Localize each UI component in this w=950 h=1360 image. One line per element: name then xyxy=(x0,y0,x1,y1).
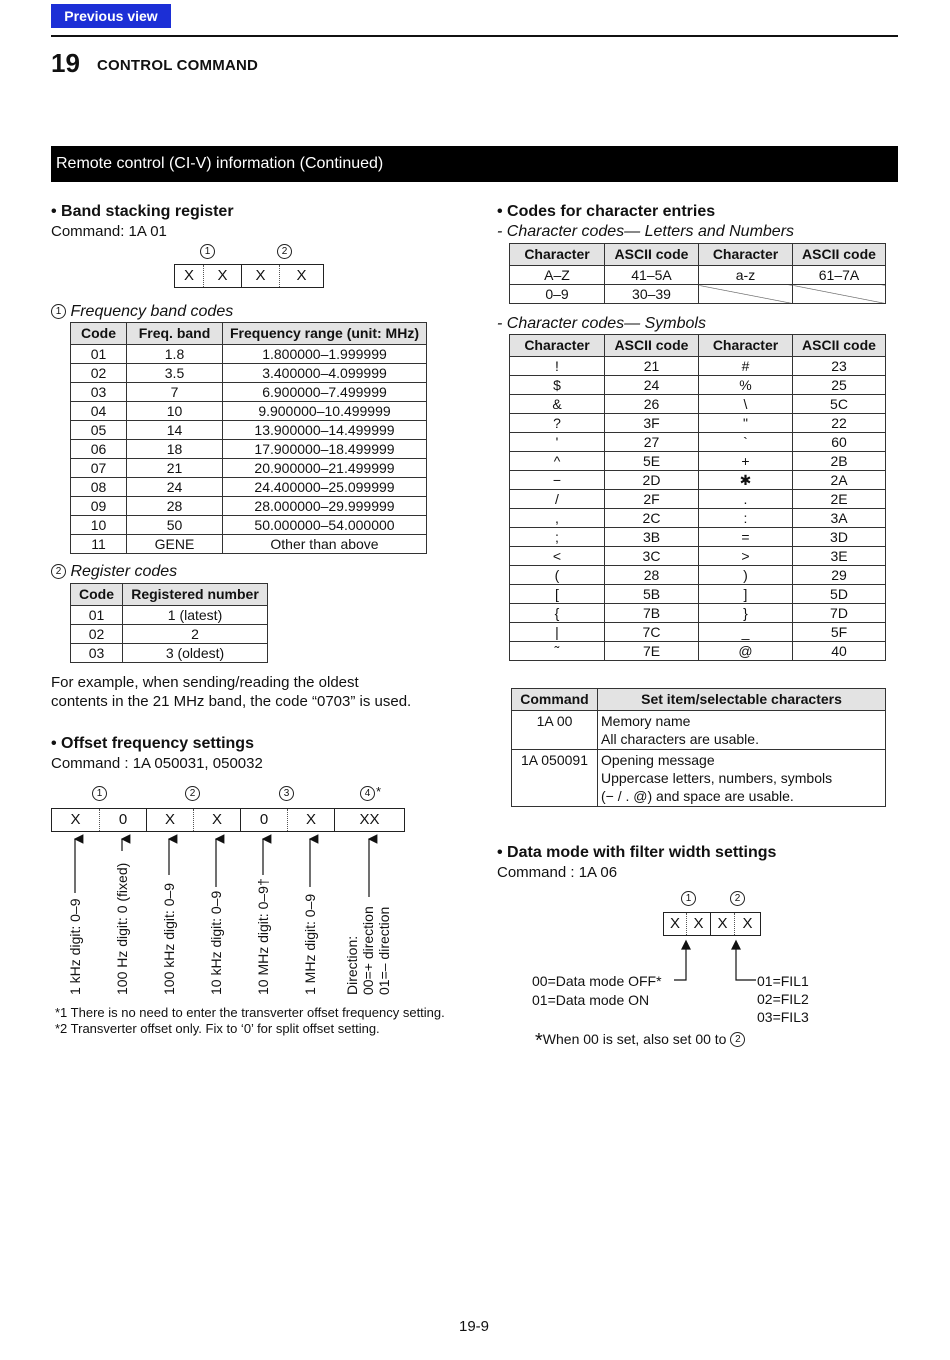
table-row xyxy=(510,376,886,395)
table-cell: 06 xyxy=(71,440,127,459)
format-cell: X xyxy=(669,915,680,932)
cell-line: All characters are usable. xyxy=(601,731,759,747)
table-cell: Other than above xyxy=(223,535,427,554)
table-cell: 10 xyxy=(127,402,223,421)
table-row xyxy=(510,357,886,376)
table-row xyxy=(71,625,268,644)
table-row xyxy=(510,452,886,471)
table-cell: 2 xyxy=(123,625,268,644)
chapter-number: 19 xyxy=(51,48,80,78)
table-cell: 17.900000–18.499999 xyxy=(223,440,427,459)
table-header: Freq. band xyxy=(127,323,223,345)
label-1khz: 1 kHz digit: 0–9 xyxy=(67,898,83,995)
circle-mark-2: 2 xyxy=(730,1032,745,1047)
table-cell: ! xyxy=(510,357,605,376)
table-row xyxy=(510,509,886,528)
data-mode-title: • Data mode with filter width settings xyxy=(497,844,777,861)
table-cell: 08 xyxy=(71,478,127,497)
label-100khz: 100 kHz digit: 0–9 xyxy=(161,882,177,995)
data-mode-off-label: 00=Data mode OFF* xyxy=(532,973,662,989)
table-cell: 05 xyxy=(71,421,127,440)
table-cell: # xyxy=(699,357,793,376)
table-cell: 40 xyxy=(793,642,886,661)
cell-line: Uppercase letters, numbers, symbols xyxy=(601,770,833,786)
table-cell: 60 xyxy=(793,433,886,452)
table-cell: 5C xyxy=(793,395,886,414)
freq-band-table xyxy=(70,322,427,554)
circle-mark-2: 2 xyxy=(185,786,200,801)
table-cell: 7B xyxy=(605,604,699,623)
table-cell: 24 xyxy=(127,478,223,497)
table-cell: 24 xyxy=(605,376,699,395)
section-banner: Remote control (CI-V) information (Continued) xyxy=(51,146,898,182)
data-mode-note xyxy=(535,1030,745,1053)
table-header: Character xyxy=(510,244,605,266)
note-asterisk: * xyxy=(535,1030,543,1052)
table-cell: 3D xyxy=(793,528,886,547)
table-cell: 5D xyxy=(793,585,886,604)
table-cell: \ xyxy=(699,395,793,414)
data-mode-format-box xyxy=(663,912,761,936)
table-cell: 30–39 xyxy=(605,285,699,304)
register-codes-label: Register codes xyxy=(70,563,178,580)
table-cell: ? xyxy=(510,414,605,433)
data-mode-command: Command : 1A 06 xyxy=(497,864,618,881)
table-cell: 13.900000–14.499999 xyxy=(223,421,427,440)
command-set-table xyxy=(511,688,886,807)
table-row xyxy=(510,566,886,585)
table-header: Set item/selectable characters xyxy=(598,689,886,711)
table-row xyxy=(510,433,886,452)
table-cell: 26 xyxy=(605,395,699,414)
table-cell: 23 xyxy=(793,357,886,376)
table-row xyxy=(71,383,427,402)
table-header: Character xyxy=(699,244,793,266)
table-header: Code xyxy=(71,584,123,606)
table-cell: 6.900000–7.499999 xyxy=(223,383,427,402)
chapter-title: CONTROL COMMAND xyxy=(97,57,259,74)
table-cell: 5F xyxy=(793,623,886,642)
circle-mark-1: 1 xyxy=(681,891,696,906)
table-cell: 2A xyxy=(793,471,886,490)
table-row xyxy=(510,623,886,642)
table-row xyxy=(71,459,427,478)
table-cell: 01 xyxy=(71,345,127,364)
table-cell: 1.800000–1.999999 xyxy=(223,345,427,364)
label-10khz: 10 kHz digit: 0–9 xyxy=(208,890,224,995)
filter-option: 01=FIL1 xyxy=(757,973,809,989)
circle-mark-1: 1 xyxy=(200,244,215,259)
label-10mhz: 10 MHz digit: 0–9† xyxy=(255,878,271,995)
table-cell: 28.000000–29.999999 xyxy=(223,497,427,516)
table-cell: a-z xyxy=(699,266,793,285)
offset-title: • Offset frequency settings xyxy=(51,735,254,752)
table-cell: 5B xyxy=(605,585,699,604)
table-cell: + xyxy=(699,452,793,471)
table-cell: @ xyxy=(699,642,793,661)
format-cell: 0 xyxy=(240,809,287,831)
table-cell: 3A xyxy=(793,509,886,528)
table-header: Code xyxy=(71,323,127,345)
table-row xyxy=(512,711,886,750)
table-row xyxy=(71,345,427,364)
table-cell: } xyxy=(699,604,793,623)
format-cell: X xyxy=(203,265,241,287)
table-header: Command xyxy=(512,689,598,711)
table-cell xyxy=(699,285,793,304)
table-row xyxy=(71,402,427,421)
table-cell: 2C xyxy=(605,509,699,528)
table-cell: ( xyxy=(510,566,605,585)
table-cell: ` xyxy=(699,433,793,452)
table-cell: 3.5 xyxy=(127,364,223,383)
table-header: Frequency range (unit: MHz) xyxy=(223,323,427,345)
table-cell: ˜ xyxy=(510,642,605,661)
table-cell: 50 xyxy=(127,516,223,535)
table-cell: 27 xyxy=(605,433,699,452)
label-direction: Direction: 00=+ direction 01=– direction xyxy=(344,906,392,995)
table-cell: 02 xyxy=(71,625,123,644)
table-cell: 1 (latest) xyxy=(123,606,268,625)
table-cell: 28 xyxy=(605,566,699,585)
table-cell: 3 (oldest) xyxy=(123,644,268,663)
circle-mark-2: 2 xyxy=(730,891,745,906)
table-cell: 9.900000–10.499999 xyxy=(223,402,427,421)
table-cell: % xyxy=(699,376,793,395)
table-cell: 7 xyxy=(127,383,223,402)
table-cell: 2E xyxy=(793,490,886,509)
table-cell: = xyxy=(699,528,793,547)
table-cell: 18 xyxy=(127,440,223,459)
band-stacking-title: • Band stacking register xyxy=(51,203,234,220)
format-cell: X xyxy=(279,265,323,287)
table-cell: 11 xyxy=(71,535,127,554)
circle-mark-2: 2 xyxy=(51,564,66,579)
table-cell xyxy=(793,285,886,304)
table-cell: ] xyxy=(699,585,793,604)
table-row xyxy=(71,421,427,440)
table-row xyxy=(510,414,886,433)
table-cell: 07 xyxy=(71,459,127,478)
table-cell: 21 xyxy=(127,459,223,478)
cell-line: Memory name xyxy=(601,713,691,729)
table-cell: 7E xyxy=(605,642,699,661)
table-row xyxy=(510,528,886,547)
format-cell: X xyxy=(287,809,334,831)
format-cell: X xyxy=(193,809,240,831)
table-row xyxy=(71,606,268,625)
table-cell: , xyxy=(510,509,605,528)
table-cell xyxy=(598,750,886,807)
table-cell: 1A 050091 xyxy=(512,750,598,807)
top-rule xyxy=(51,35,898,37)
table-row xyxy=(71,440,427,459)
table-row xyxy=(510,395,886,414)
previous-view-button[interactable]: Previous view xyxy=(51,4,171,28)
table-row xyxy=(71,535,427,554)
table-cell: & xyxy=(510,395,605,414)
example-text-line1: For example, when sending/reading the oldest xyxy=(51,674,359,691)
table-header: ASCII code xyxy=(793,335,886,357)
table-cell: ✱ xyxy=(699,471,793,490)
table-cell: 2B xyxy=(793,452,886,471)
table-cell: 02 xyxy=(71,364,127,383)
circle-mark-2: 2 xyxy=(277,244,292,259)
table-cell: 3.400000–4.099999 xyxy=(223,364,427,383)
table-header: Registered number xyxy=(123,584,268,606)
table-cell: 61–7A xyxy=(793,266,886,285)
register-table xyxy=(70,583,268,663)
letters-table xyxy=(509,243,886,304)
table-header: ASCII code xyxy=(793,244,886,266)
register-codes-title xyxy=(51,563,177,581)
filter-option: 03=FIL3 xyxy=(757,1009,809,1025)
cell-line: (− / . @) and space are usable. xyxy=(601,788,794,804)
table-cell: 04 xyxy=(71,402,127,421)
format-cell: 0 xyxy=(99,809,146,831)
table-cell: 21 xyxy=(605,357,699,376)
format-cell: X xyxy=(241,265,279,287)
table-cell: " xyxy=(699,414,793,433)
char-codes-title: • Codes for character entries xyxy=(497,203,716,220)
table-cell: ' xyxy=(510,433,605,452)
table-cell: 5E xyxy=(605,452,699,471)
mark4-asterisk: * xyxy=(376,784,382,799)
table-cell: 03 xyxy=(71,383,127,402)
table-row xyxy=(510,266,886,285)
table-header: Character xyxy=(699,335,793,357)
filter-option: 02=FIL2 xyxy=(757,991,809,1007)
page-number: 19-9 xyxy=(459,1318,490,1335)
table-row xyxy=(510,604,886,623)
format-cell: X xyxy=(70,811,81,828)
arrow xyxy=(732,941,740,949)
table-header: ASCII code xyxy=(605,244,699,266)
table-row xyxy=(71,516,427,535)
arrow xyxy=(682,941,690,949)
table-row xyxy=(71,644,268,663)
table-cell: 2D xyxy=(605,471,699,490)
freq-band-codes-label: Frequency band codes xyxy=(70,303,234,320)
format-cell: X xyxy=(183,267,194,284)
format-cell: X xyxy=(146,809,193,831)
table-cell: 14 xyxy=(127,421,223,440)
table-cell: ^ xyxy=(510,452,605,471)
table-cell: 1A 00 xyxy=(512,711,598,750)
table-cell: 3E xyxy=(793,547,886,566)
label-1mhz: 1 MHz digit: 0–9 xyxy=(302,893,318,995)
offset-command: Command : 1A 050031, 050032 xyxy=(51,755,263,772)
example-text-line2: contents in the 21 MHz band, the code “0703” is used. xyxy=(51,693,412,710)
table-cell: 09 xyxy=(71,497,127,516)
table-cell: − xyxy=(510,471,605,490)
data-mode-lines xyxy=(660,936,760,986)
table-cell: 50.000000–54.000000 xyxy=(223,516,427,535)
table-cell: { xyxy=(510,604,605,623)
table-cell: / xyxy=(510,490,605,509)
label-100hz: 100 Hz digit: 0 (fixed) xyxy=(114,862,130,995)
table-cell: 20.900000–21.499999 xyxy=(223,459,427,478)
table-cell: : xyxy=(699,509,793,528)
offset-note-1: *1 There is no need to enter the transverter offset frequency setting. xyxy=(55,1005,445,1020)
data-mode-on-label: 01=Data mode ON xyxy=(532,992,650,1008)
table-cell: ; xyxy=(510,528,605,547)
table-cell: 29 xyxy=(793,566,886,585)
table-cell: 3F xyxy=(605,414,699,433)
table-cell: 10 xyxy=(71,516,127,535)
table-cell: 2F xyxy=(605,490,699,509)
circle-mark-1: 1 xyxy=(92,786,107,801)
table-cell: [ xyxy=(510,585,605,604)
table-cell: < xyxy=(510,547,605,566)
table-cell: 22 xyxy=(793,414,886,433)
table-row xyxy=(71,364,427,383)
format-cell: XX xyxy=(334,809,404,831)
table-cell: 3B xyxy=(605,528,699,547)
table-cell: 03 xyxy=(71,644,123,663)
circle-mark-3: 3 xyxy=(279,786,294,801)
table-cell xyxy=(598,711,886,750)
circle-mark-1: 1 xyxy=(51,304,66,319)
table-row xyxy=(510,547,886,566)
table-cell: $ xyxy=(510,376,605,395)
table-cell: _ xyxy=(699,623,793,642)
table-cell: GENE xyxy=(127,535,223,554)
format-cell: X xyxy=(710,913,734,935)
table-header: Character xyxy=(510,335,605,357)
symbols-table xyxy=(509,334,886,661)
table-row xyxy=(71,478,427,497)
symbols-title: - Character codes— Symbols xyxy=(497,315,706,332)
table-cell: 28 xyxy=(127,497,223,516)
table-header: ASCII code xyxy=(605,335,699,357)
table-row xyxy=(510,585,886,604)
table-row xyxy=(510,285,886,304)
format-cell: X xyxy=(686,913,710,935)
letters-title: - Character codes— Letters and Numbers xyxy=(497,223,795,240)
table-cell: 41–5A xyxy=(605,266,699,285)
table-cell: | xyxy=(510,623,605,642)
format-cell: X xyxy=(734,913,760,935)
table-cell: . xyxy=(699,490,793,509)
table-row xyxy=(510,642,886,661)
table-cell: > xyxy=(699,547,793,566)
table-cell: 25 xyxy=(793,376,886,395)
offset-format-box xyxy=(51,808,405,832)
band-stacking-command: Command: 1A 01 xyxy=(51,223,167,240)
cell-line: Opening message xyxy=(601,752,715,768)
table-cell: 7C xyxy=(605,623,699,642)
table-cell: ) xyxy=(699,566,793,585)
table-cell: 1.8 xyxy=(127,345,223,364)
table-cell: 0–9 xyxy=(510,285,605,304)
table-row xyxy=(510,471,886,490)
table-row xyxy=(71,497,427,516)
band-stacking-format-box xyxy=(174,264,324,288)
table-cell: 7D xyxy=(793,604,886,623)
table-cell: 01 xyxy=(71,606,123,625)
freq-band-codes-title xyxy=(51,303,233,321)
table-row xyxy=(510,490,886,509)
table-cell: A–Z xyxy=(510,266,605,285)
table-cell: 24.400000–25.099999 xyxy=(223,478,427,497)
table-cell: 3C xyxy=(605,547,699,566)
offset-note-2: *2 Transverter offset only. Fix to ‘0’ for split offset setting. xyxy=(55,1021,380,1036)
table-row xyxy=(512,750,886,807)
circle-mark-4: 4 xyxy=(360,786,375,801)
note-text: When 00 is set, also set 00 to xyxy=(542,1031,727,1047)
